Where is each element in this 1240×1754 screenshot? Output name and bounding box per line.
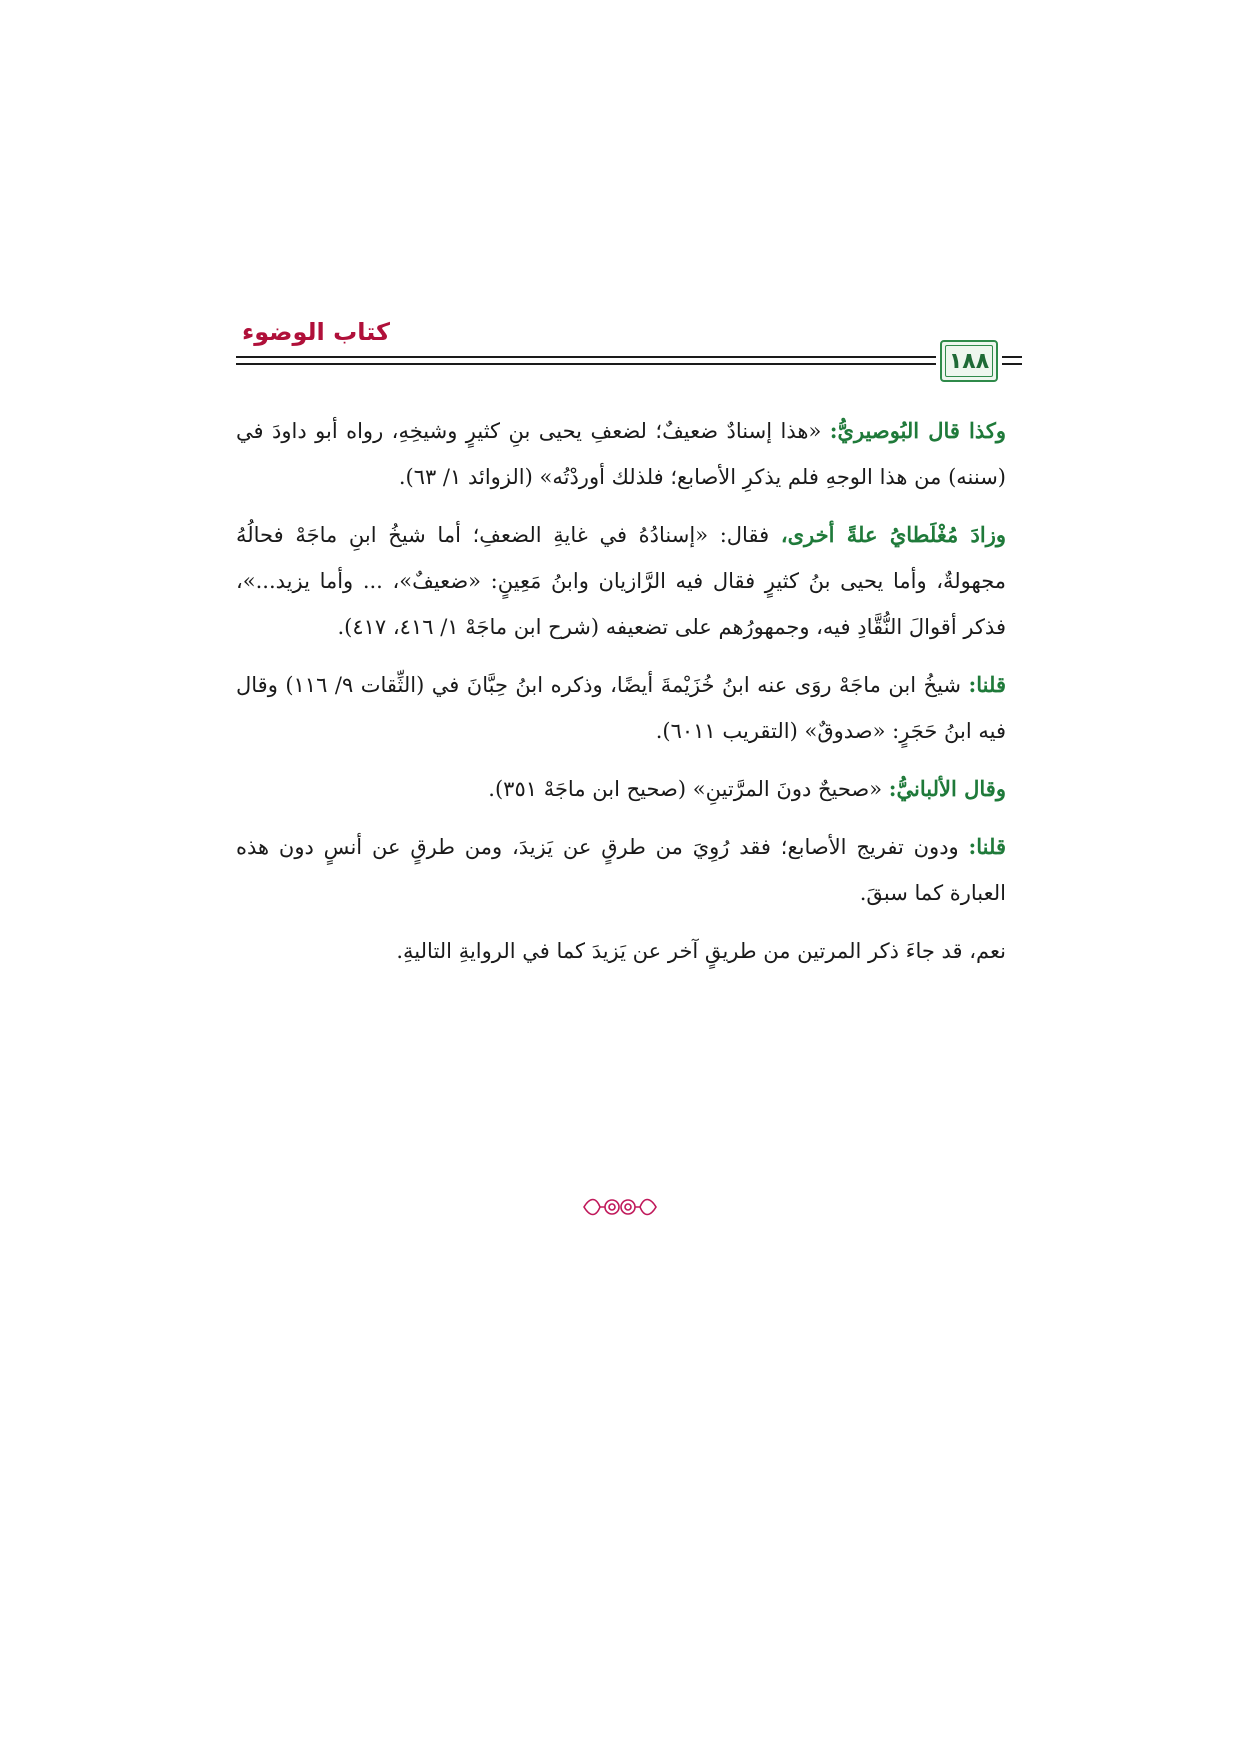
header-rule-short-top [1002,356,1022,358]
paragraph-text: فقال: «إسنادُهُ في غايةِ الضعفِ؛ أما شيخُ ابنِ ماجَهْ فحالُهُ مجهولةٌ، وأما يحيى بنُ كثيرٍ فقال فيه الرَّازيان وابنُ مَعِينٍ: «ضعيفٌ»، ... وأما يزيد...»، فذكر أقوالَ النُّقَّادِ فيه، وجمهورُهم على تضعيفه (شرح ابن ماجَهْ ١/ ٤١٦، ٤١٧). [236,523,1006,639]
paragraph [236,928,1006,974]
paragraph-text: نعم، قد جاءَ ذكر المرتين من طريقٍ آخر عن يَزيدَ كما في الروايةِ التاليةِ. [396,939,1006,963]
floral-divider-icon [0,1194,1240,1227]
page-number: ١٨٨ [948,348,990,374]
paragraph-text: «صحيحٌ دونَ المرَّتينِ» (صحيح ابن ماجَهْ ٣٥١). [488,777,889,801]
floral-divider-svg [580,1194,660,1220]
paragraph [236,662,1006,754]
header-rule-top [236,356,936,358]
main-text [236,408,1006,986]
header-rule-bottom [236,363,936,365]
paragraph-lead: قلنا: [968,672,1006,697]
paragraph-lead: وكذا قال البُوصيريُّ: [829,418,1006,443]
book-title: كتاب الوضوء [241,318,390,346]
paragraph-lead: وزادَ مُغْلَطايُ علةً أخرى، [780,522,1006,547]
paragraph-text: «هذا إسنادٌ ضعيفٌ؛ لضعفِ يحيى بنِ كثيرٍ وشيخِهِ، رواه أبو داودَ في (سننه) من هذا الوجهِ فلم يذكرِ الأصابع؛ فلذلك أوردْتُه» (الزوائد ١/ ٦٣). [236,419,1006,489]
paragraph-text: ودون تفريج الأصابع؛ فقد رُوِيَ من طرقٍ عن يَزيدَ، ومن طرقٍ عن أنسٍ دون هذه العبارة كما سبقَ. [236,835,1006,905]
paragraph-text: شيخُ ابن ماجَهْ روَى عنه ابنُ خُزَيْمةَ أيضًا، وذكره ابنُ حِبَّانَ في (الثِّقات ٩/ ١١٦) وقال فيه ابنُ حَجَرٍ: «صدوقٌ» (التقريب ٦٠١١). [236,673,1006,743]
paragraph [236,766,1006,812]
paragraph [236,408,1006,500]
paragraph [236,824,1006,916]
page-number-badge [940,340,998,382]
paragraph-lead: وقال الألبانيُّ: [888,776,1006,801]
paragraph-lead: قلنا: [968,834,1006,859]
header-rule-short-bottom [1002,363,1022,365]
paragraph [236,512,1006,650]
